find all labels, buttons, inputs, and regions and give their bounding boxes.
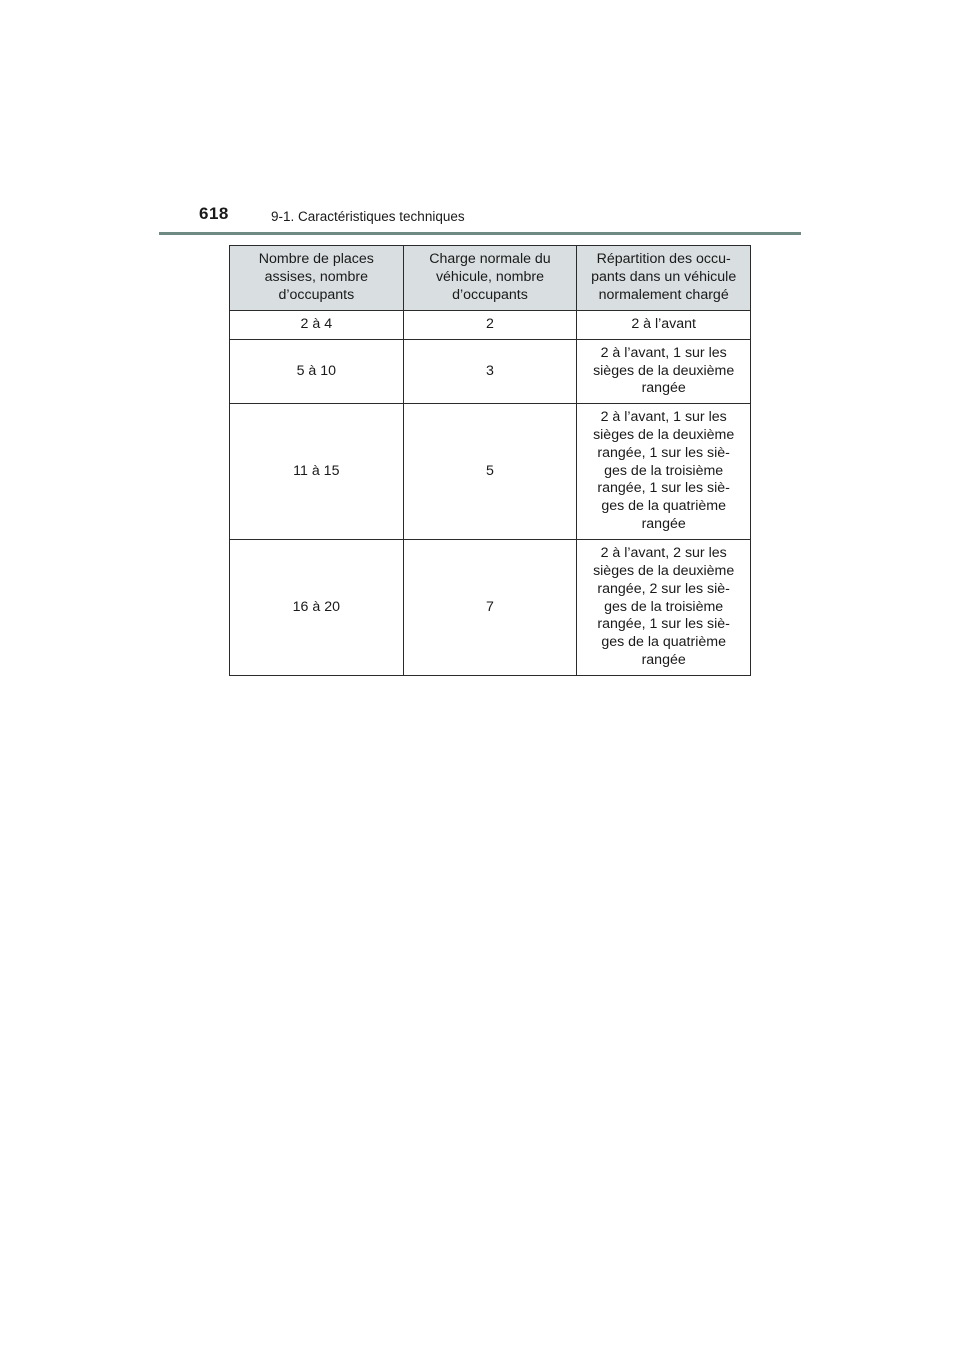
page-number: 618 xyxy=(199,204,229,223)
seats-value: 16 à 20 xyxy=(292,598,340,615)
distribution-cell xyxy=(577,404,751,540)
header-rule xyxy=(159,232,801,235)
seats-cell xyxy=(230,540,404,676)
column-header-normal-load-text: Charge normale du véhicule, nombre d’occupants xyxy=(429,251,551,303)
column-header-normal-load xyxy=(403,246,577,311)
normal-load-cell xyxy=(403,540,577,676)
table-row xyxy=(230,311,751,340)
seats-cell xyxy=(230,404,404,540)
column-header-seats xyxy=(230,246,404,311)
section-title: 9-1. Caractéristiques techniques xyxy=(271,209,465,224)
table-header-row xyxy=(230,246,751,311)
seats-value: 11 à 15 xyxy=(293,462,340,479)
distribution-cell xyxy=(577,311,751,340)
distribution-value: 2 à l’avant, 1 sur les sièges de la deuxième rangée xyxy=(593,344,735,397)
normal-load-cell xyxy=(403,311,577,340)
column-header-distribution-text: Répartition des occu- pants dans un véhicule normalement chargé xyxy=(591,251,737,303)
column-header-seats-text: Nombre de places assises, nombre d’occupants xyxy=(258,251,374,303)
seats-value: 5 à 10 xyxy=(296,362,337,379)
distribution-value: 2 à l’avant, 1 sur les sièges de la deuxième rangée, 1 sur les siè- ges de la troisième rangée, 1 sur les siè- ges de la quatrième rangée xyxy=(593,409,735,532)
table-row xyxy=(230,540,751,676)
normal-load-value: 7 xyxy=(486,598,494,615)
table-row xyxy=(230,404,751,540)
distribution-cell xyxy=(577,540,751,676)
normal-load-value: 3 xyxy=(486,362,494,379)
seats-cell xyxy=(230,340,404,404)
distribution-value: 2 à l’avant xyxy=(631,316,696,333)
column-header-distribution xyxy=(577,246,751,311)
normal-load-cell xyxy=(403,340,577,404)
normal-load-cell xyxy=(403,404,577,540)
distribution-cell xyxy=(577,340,751,404)
normal-load-value: 2 xyxy=(486,316,494,333)
seating-capacity-table xyxy=(229,245,751,676)
distribution-value: 2 à l’avant, 2 sur les sièges de la deuxième rangée, 2 sur les siè- ges de la troisième rangée, 1 sur les siè- ges de la quatrième rangée xyxy=(593,545,735,668)
normal-load-value: 5 xyxy=(486,462,494,479)
table-row xyxy=(230,340,751,404)
seats-value: 2 à 4 xyxy=(300,316,333,333)
seats-cell xyxy=(230,311,404,340)
